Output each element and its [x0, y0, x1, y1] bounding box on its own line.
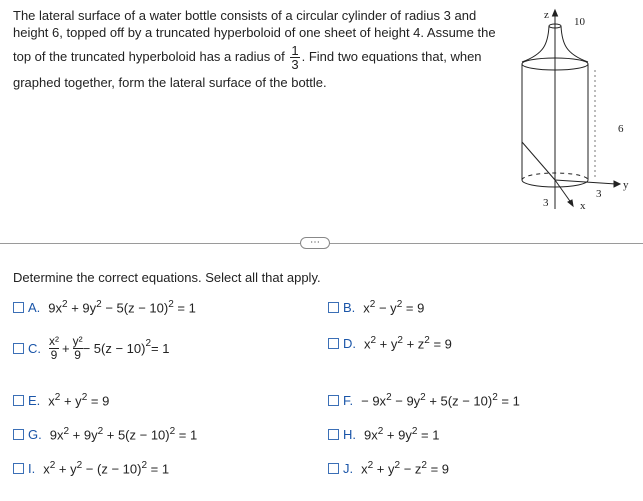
option-i[interactable] — [13, 460, 169, 476]
label-3-right: 3 — [596, 188, 602, 200]
option-h-letter: H. — [343, 426, 356, 442]
label-z: z — [544, 9, 549, 21]
more-options-button[interactable]: ⋯ — [300, 237, 330, 249]
option-b-equation: $x^2 - y^2 = 9$ — [363, 299, 425, 316]
option-f-equation: − $9x^2 - 9y^2 + 5(z - 10)^2 = 1$ — [361, 392, 520, 409]
checkbox-h[interactable] — [328, 429, 339, 440]
checkbox-f[interactable] — [328, 395, 339, 406]
option-i-letter: I. — [28, 460, 36, 476]
option-b-letter: B. — [343, 299, 356, 315]
fraction-denominator: 3 — [291, 57, 299, 72]
option-e[interactable] — [13, 392, 109, 408]
checkbox-c[interactable] — [13, 343, 24, 354]
fraction-one-third — [290, 44, 299, 71]
problem-line-2: height 6, topped off by a truncated hyperboloid of one sheet of height 4. Assume the — [13, 25, 496, 40]
option-d[interactable] — [328, 335, 452, 351]
problem-line-3-end: . Find two equations that, when — [301, 48, 482, 64]
option-c-frac-x: $\frac{\text{x²}}{9}$ — [49, 334, 59, 362]
option-f[interactable] — [328, 392, 520, 408]
option-j-letter: J. — [343, 460, 354, 476]
checkbox-j[interactable] — [328, 463, 339, 474]
label-x: x — [580, 200, 586, 212]
problem-line-3-start: top of the truncated hyperboloid has a radius of — [13, 48, 289, 64]
label-10: 10 — [574, 16, 585, 28]
option-b[interactable] — [328, 299, 424, 315]
z-axis-arrow — [553, 10, 558, 16]
checkbox-g[interactable] — [13, 429, 24, 440]
y-axis — [555, 180, 616, 184]
checkbox-a[interactable] — [13, 302, 24, 313]
option-i-equation: $x^2 + y^2 - (z - 10)^2 = 1$ — [43, 460, 170, 477]
fraction-numerator: 1 — [291, 43, 299, 58]
option-g-letter: G. — [28, 426, 42, 442]
option-c-equation: $\frac{\text{x²}}{9}$ + $\frac{\text{y²}}{9}$ − 5(z − 10) $^2$ = 1 — [49, 334, 170, 362]
checkbox-d[interactable] — [328, 338, 339, 349]
hyperboloid-right — [561, 26, 588, 62]
option-a-letter: A. — [28, 299, 41, 315]
checkbox-e[interactable] — [13, 395, 24, 406]
option-d-letter: D. — [343, 335, 356, 351]
option-f-letter: F. — [343, 392, 354, 408]
checkbox-i[interactable] — [13, 463, 24, 474]
option-a-equation: $9x^2 + 9y^2 - 5(z - 10)^2 = 1$ — [48, 299, 196, 316]
option-j[interactable] — [328, 460, 449, 476]
option-e-letter: E. — [28, 392, 41, 408]
option-g[interactable] — [13, 426, 197, 442]
option-c[interactable] — [13, 335, 169, 362]
hyperboloid-left — [522, 26, 549, 62]
checkbox-b[interactable] — [328, 302, 339, 313]
x-axis-arrow — [568, 200, 573, 206]
option-a[interactable] — [13, 299, 196, 315]
y-axis-arrow — [614, 181, 620, 187]
option-g-equation: $9x^2 + 9y^2 + 5(z - 10)^2 = 1$ — [49, 426, 198, 443]
x-axis — [555, 180, 572, 204]
water-bottle-figure — [500, 4, 640, 219]
problem-line-3 — [13, 44, 503, 71]
label-3-left: 3 — [543, 197, 549, 209]
label-6: 6 — [618, 123, 624, 135]
problem-line-1: The lateral surface of a water bottle consists of a circular cylinder of radius 3 and — [13, 8, 477, 23]
label-y: y — [623, 179, 629, 191]
option-h-equation: $9x^2 + 9y^2 = 1$ — [364, 426, 440, 443]
question-prompt: Determine the correct equations. Select all that apply. — [13, 270, 321, 285]
problem-statement — [13, 7, 503, 91]
option-c-letter: C. — [28, 341, 41, 356]
option-e-equation: $x^2 + y^2 = 9$ — [48, 392, 110, 409]
option-c-frac-y: $\frac{\text{y²}}{9}$ — [72, 334, 83, 362]
option-h[interactable] — [328, 426, 439, 442]
option-d-equation: $x^2 + y^2 + z^2 = 9$ — [364, 335, 452, 352]
problem-line-4: graphed together, form the lateral surface of the bottle. — [13, 75, 327, 90]
option-j-equation: $x^2 + y^2 - z^2 = 9$ — [361, 460, 450, 477]
